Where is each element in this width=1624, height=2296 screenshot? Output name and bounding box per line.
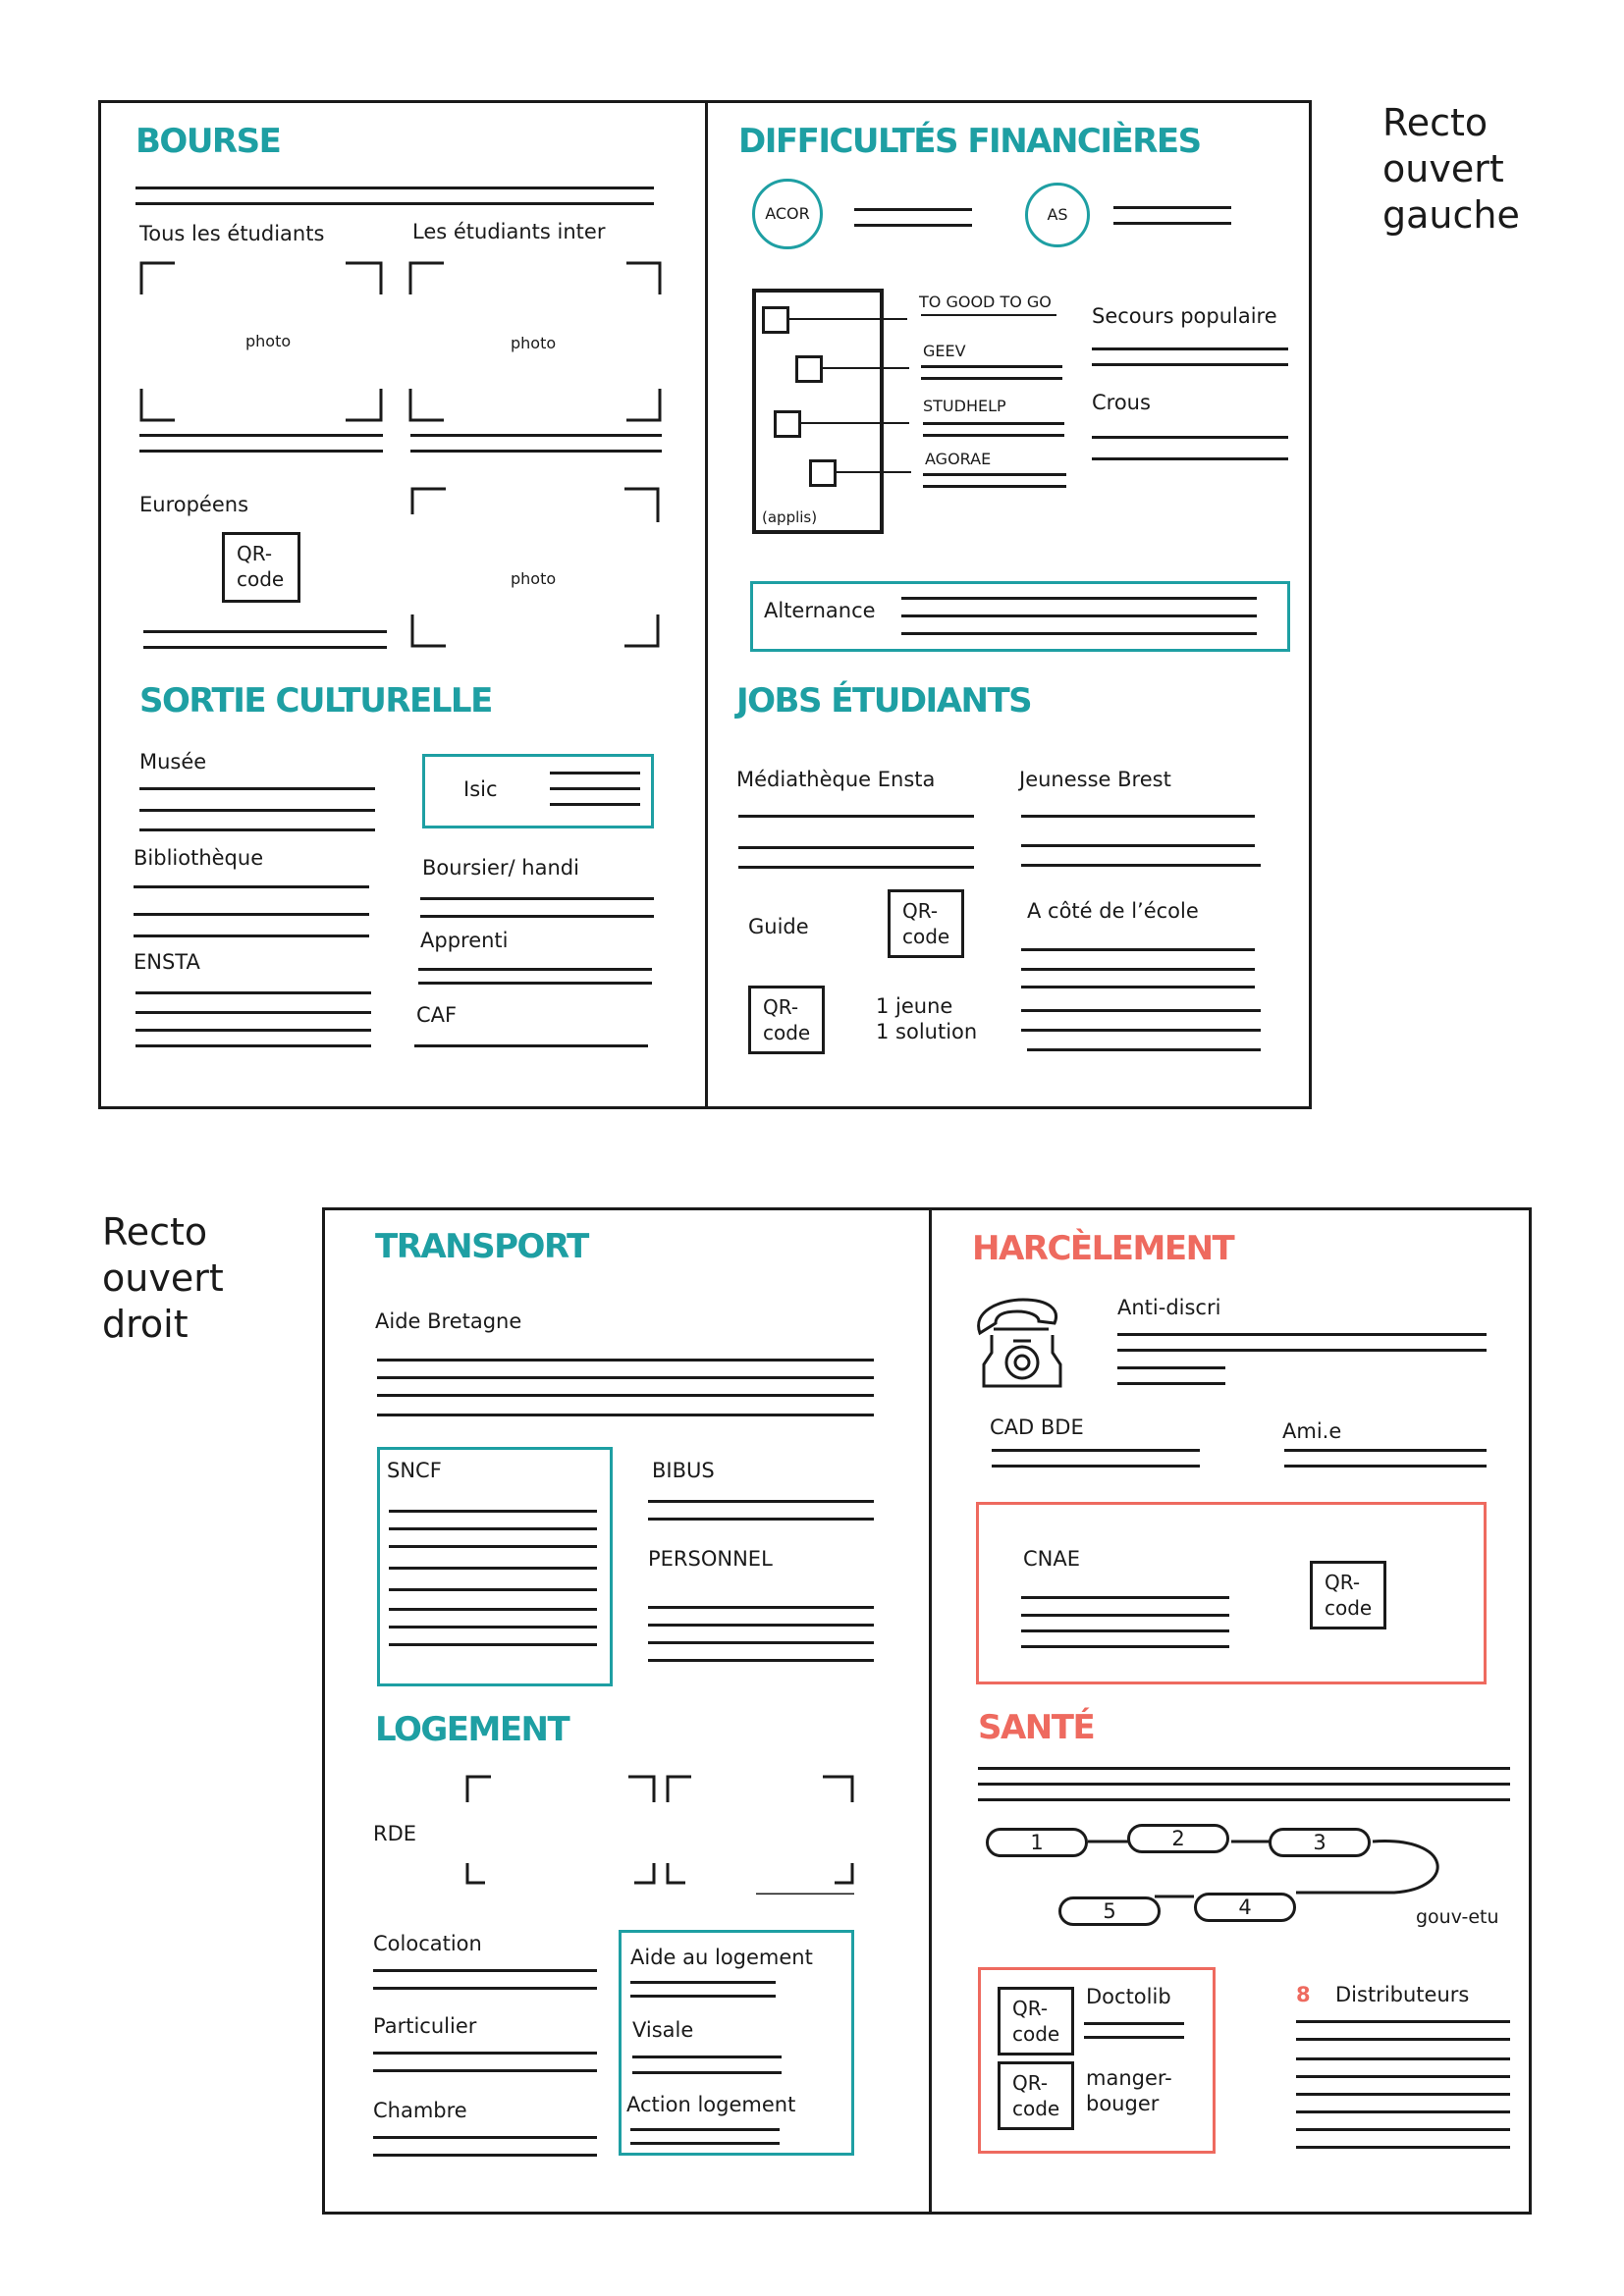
jobs-title: JOBS ÉTUDIANTS [736, 681, 1032, 721]
rule [1117, 1349, 1487, 1352]
rule [135, 187, 654, 189]
jobs-mediatheque-label: Médiathèque Ensta [736, 768, 936, 791]
rule [630, 2128, 780, 2131]
rule [389, 1510, 597, 1513]
rule [389, 1608, 597, 1611]
rule [1092, 347, 1288, 350]
aide-logement-label: Aide au logement [630, 1946, 813, 1969]
distributeurs-label: Distributeurs [1335, 1983, 1470, 2006]
rule [1296, 2146, 1510, 2149]
rule [410, 434, 662, 437]
rule [139, 787, 375, 790]
rule [823, 367, 909, 369]
rule [901, 614, 1257, 617]
sante-title: SANTÉ [978, 1708, 1095, 1747]
difficultes-title: DIFFICULTÉS FINANCIÈRES [738, 122, 1201, 161]
rule [1117, 1333, 1487, 1336]
rule [1113, 222, 1231, 225]
rule [923, 422, 1064, 425]
rule [143, 630, 387, 633]
rule [648, 1624, 874, 1627]
sheet1-fold [705, 100, 708, 1109]
harcelement-title: HARCÈLEMENT [972, 1229, 1234, 1268]
rule [801, 422, 909, 424]
app-icon-4 [809, 459, 837, 487]
rule [648, 1500, 874, 1503]
jobs-guide-label: Guide [748, 915, 809, 938]
logement-colocation-label: Colocation [373, 1932, 482, 1955]
transport-aide-label: Aide Bretagne [375, 1309, 522, 1333]
rule [1084, 2022, 1184, 2025]
rule [1296, 2093, 1510, 2096]
isic-label: Isic [463, 777, 498, 801]
rule [377, 1359, 874, 1362]
action-logement-label: Action logement [626, 2093, 796, 2116]
rule [1021, 1645, 1229, 1648]
rule [1021, 968, 1255, 971]
rule [1021, 1629, 1229, 1632]
rule [1021, 1029, 1261, 1032]
rule [1021, 1596, 1229, 1599]
alternance-label: Alternance [764, 599, 876, 622]
rule [1296, 2075, 1510, 2078]
bourse-inter-label: Les étudiants inter [412, 220, 606, 243]
rule [630, 2142, 780, 2145]
bibus-label: BIBUS [652, 1459, 715, 1482]
app-icon-2 [795, 355, 823, 383]
rule [373, 2069, 597, 2072]
manger-bouger-qr-code: QR- code [998, 2061, 1074, 2130]
bourse-qr-code: QR- code [222, 532, 300, 603]
rule [738, 846, 974, 849]
gouv-etu-label: gouv-etu [1416, 1906, 1499, 1928]
rule [420, 915, 654, 918]
rule [630, 1995, 776, 1998]
rule [377, 1414, 874, 1416]
rule [550, 803, 640, 806]
as-circle: AS [1025, 183, 1090, 247]
rule [1284, 1465, 1487, 1468]
rule [992, 1465, 1200, 1468]
rule [789, 318, 907, 320]
rule [1021, 864, 1261, 867]
sortie-apprenti-label: Apprenti [420, 929, 509, 952]
jobs-jeune-solution: 1 jeune 1 solution [876, 994, 978, 1043]
rule [139, 828, 375, 831]
side-label-right: Recto ouvert droit [102, 1210, 224, 1346]
rule [923, 434, 1064, 437]
rule [135, 1044, 371, 1047]
cad-bde-label: CAD BDE [990, 1415, 1084, 1439]
rule [135, 202, 654, 205]
rule [134, 913, 369, 916]
sortie-bibliotheque-label: Bibliothèque [134, 846, 264, 870]
amie-label: Ami.e [1282, 1419, 1342, 1443]
rule [632, 2071, 782, 2074]
rule [373, 1987, 597, 1990]
rule [135, 991, 371, 994]
rule [901, 632, 1257, 635]
rule [410, 450, 662, 453]
rule [1117, 1382, 1225, 1385]
rule [1117, 1366, 1225, 1369]
rule [414, 1044, 648, 1047]
sortie-ensta-label: ENSTA [134, 950, 200, 974]
bourse-tous-label: Tous les étudiants [139, 222, 325, 245]
rule [648, 1606, 874, 1609]
rule [738, 866, 974, 869]
jobs-jeunesse-label: Jeunesse Brest [1019, 768, 1171, 791]
rule [377, 1376, 874, 1379]
rule [389, 1588, 597, 1591]
sante-step-2: 2 [1127, 1824, 1229, 1853]
rule [1021, 844, 1255, 847]
rule [992, 1449, 1200, 1452]
sante-step-3: 3 [1269, 1828, 1371, 1857]
app-icon-3 [774, 410, 801, 438]
rule [373, 2052, 597, 2055]
photo-placeholder-2: photo [511, 334, 557, 352]
sante-step-4: 4 [1194, 1893, 1296, 1922]
rule [418, 982, 652, 985]
cnae-box [976, 1502, 1487, 1684]
rule [373, 2154, 597, 2157]
rule [1296, 2020, 1510, 2023]
rule [1092, 457, 1288, 460]
crous-label: Crous [1092, 391, 1151, 414]
rule [1027, 1048, 1261, 1051]
rule [648, 1518, 874, 1521]
rule [373, 1969, 597, 1972]
rule [648, 1659, 874, 1662]
app-name-3: STUDHELP [923, 397, 1006, 415]
sortie-boursier-label: Boursier/ handi [422, 856, 579, 880]
logement-rde-label: RDE [373, 1822, 417, 1845]
rule [923, 473, 1066, 476]
logement-chambre-label: Chambre [373, 2099, 467, 2122]
rule [854, 224, 972, 227]
photo-placeholder-3: photo [511, 569, 557, 588]
rule [978, 1798, 1510, 1801]
rule [1021, 1614, 1229, 1617]
acor-circle: ACOR [752, 179, 823, 249]
sante-step-1: 1 [986, 1828, 1088, 1857]
rule [738, 815, 974, 818]
app-name-2: GEEV [923, 342, 966, 360]
sortie-caf-label: CAF [416, 1003, 458, 1027]
manger-bouger-label: manger- bouger [1086, 2066, 1172, 2115]
isic-box [422, 754, 654, 828]
rule [389, 1567, 597, 1570]
rule [837, 471, 911, 473]
rule [1092, 436, 1288, 439]
doctolib-qr-code: QR- code [998, 1987, 1074, 2056]
rule [139, 434, 383, 437]
rule [1021, 815, 1255, 818]
photo-placeholder-1: photo [245, 332, 292, 350]
rule [550, 787, 640, 790]
rule [1296, 2128, 1510, 2131]
rule [134, 885, 369, 888]
doctolib-label: Doctolib [1086, 1985, 1171, 2008]
applis-label: (applis) [762, 508, 818, 526]
logement-photo-frames [461, 1767, 864, 1895]
secours-label: Secours populaire [1092, 304, 1277, 328]
rule [135, 1011, 371, 1014]
rule [139, 809, 375, 812]
transport-title: TRANSPORT [375, 1227, 588, 1266]
cnae-label: CNAE [1023, 1547, 1081, 1571]
jobs-qr-code-jeune: QR- code [748, 986, 825, 1054]
rule [389, 1527, 597, 1530]
jobs-cote-label: A côté de l’école [1027, 899, 1199, 923]
rule [139, 450, 383, 453]
telephone-icon [970, 1294, 1068, 1390]
bourse-title: BOURSE [135, 122, 281, 161]
rule [1092, 363, 1288, 366]
rule [1296, 2110, 1510, 2113]
distributeurs-count: 8 [1296, 1983, 1311, 2006]
personnel-label: PERSONNEL [648, 1547, 773, 1571]
rule [921, 365, 1062, 368]
rule [1296, 2057, 1510, 2060]
rule [550, 772, 640, 774]
rule [1021, 986, 1255, 988]
cnae-qr-code: QR- code [1310, 1561, 1386, 1629]
rule [389, 1643, 597, 1646]
sheet2-fold [929, 1207, 932, 2215]
rule [648, 1641, 874, 1644]
anti-discri-label: Anti-discri [1117, 1296, 1221, 1319]
rule [923, 485, 1066, 488]
rule [389, 1545, 597, 1548]
rule [854, 208, 972, 211]
rule [373, 2136, 597, 2139]
sncf-label: SNCF [387, 1459, 442, 1482]
rule [630, 1981, 776, 1984]
logement-particulier-label: Particulier [373, 2014, 477, 2038]
bourse-europeens-label: Européens [139, 493, 249, 516]
rule [1284, 1449, 1487, 1452]
rule [921, 314, 1056, 316]
rule [377, 1394, 874, 1397]
rule [978, 1783, 1510, 1786]
rule [389, 1626, 597, 1629]
sortie-title: SORTIE CULTURELLE [139, 681, 492, 721]
rule [1021, 1009, 1261, 1012]
app-name-4: AGORAE [925, 450, 992, 468]
rule [134, 934, 369, 937]
app-name-1: TO GOOD TO GO [919, 293, 1052, 311]
jobs-qr-code-guide: QR- code [888, 889, 964, 958]
rule [901, 597, 1257, 600]
rule [632, 2056, 782, 2058]
app-icon-1 [762, 306, 789, 334]
rule [921, 377, 1062, 380]
visale-label: Visale [632, 2018, 694, 2042]
sortie-musee-label: Musée [139, 750, 207, 774]
rule [143, 646, 387, 649]
bourse-photo-frames [128, 251, 677, 664]
rule [1296, 2038, 1510, 2041]
logement-title: LOGEMENT [375, 1710, 569, 1749]
rule [420, 897, 654, 900]
rule [135, 1029, 371, 1032]
rule [418, 968, 652, 971]
sante-step-5: 5 [1058, 1896, 1161, 1926]
rule [978, 1767, 1510, 1770]
rule [1021, 948, 1255, 951]
rule [1113, 206, 1231, 209]
side-label-left: Recto ouvert gauche [1382, 101, 1520, 237]
rule [1084, 2036, 1184, 2039]
